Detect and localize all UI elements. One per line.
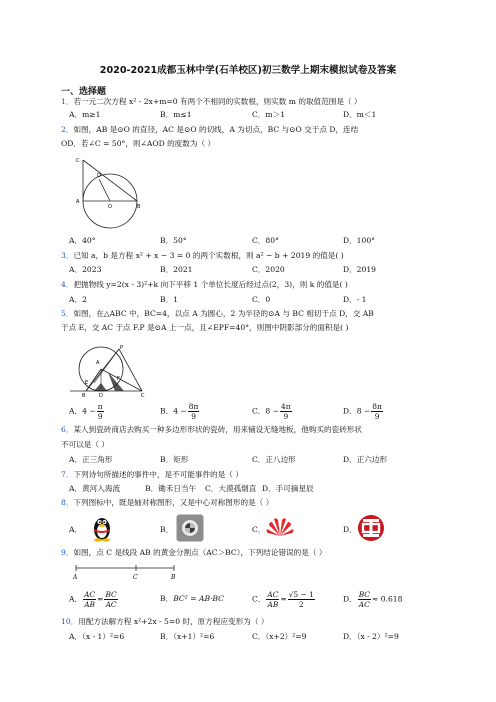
option-a: A．黄河入海流	[69, 484, 121, 493]
section-heading: 一、选择题	[61, 87, 107, 97]
option-d: D．	[343, 525, 357, 534]
option-b: B．锄禾日当午	[145, 484, 197, 493]
label-a: A	[73, 574, 78, 581]
option-a: A．正三角形	[69, 455, 113, 464]
numerator: AC	[84, 590, 96, 599]
fraction	[371, 402, 383, 421]
denominator: AB	[84, 600, 95, 609]
option-c	[252, 402, 293, 421]
option-b	[160, 594, 224, 604]
question-number: 7．	[61, 470, 74, 479]
option-a: A．40°	[69, 236, 96, 245]
label-c: C	[133, 574, 138, 581]
option-prefix: 8 −	[356, 406, 371, 416]
option-b: B．50°	[160, 236, 187, 245]
numerator: BC	[105, 590, 117, 599]
denominator: 9	[97, 412, 103, 421]
fraction	[97, 402, 104, 421]
option-prefix: 4 −	[173, 406, 187, 416]
label-b: B	[137, 204, 141, 210]
question-7	[61, 470, 243, 480]
question-text: 某人到瓷砖商店去购买一种多边形形状的瓷砖，用来铺设无缝地板，他购买的瓷砖形状	[73, 425, 362, 434]
fraction	[83, 590, 96, 609]
denominator: AB	[267, 600, 279, 609]
label-o: O	[108, 204, 112, 210]
question-text: 下列诗句所描述的事件中，是不可能事件的是（ ）	[73, 470, 243, 479]
page-title: 2020-2021成都玉林中学(石羊校区)初三数学上期末模拟试卷及答案	[99, 65, 397, 76]
penguin-icon	[90, 514, 114, 542]
option-label: A．	[69, 594, 83, 604]
label-a: A	[96, 360, 100, 366]
denominator: 2	[298, 600, 304, 609]
option-d: D．手可摘星辰	[262, 484, 314, 493]
question-10	[61, 617, 268, 627]
option-a: A．m≥1	[69, 110, 101, 119]
numerator: 8π	[372, 402, 382, 411]
option-b	[160, 402, 200, 421]
option-a: A．	[69, 525, 83, 534]
option-expression: BC² = AB·BC	[173, 594, 224, 603]
question-number: 2．	[61, 125, 74, 134]
option-label: B．	[160, 406, 174, 416]
label-p: P	[120, 345, 124, 351]
option-b: B．2021	[160, 265, 193, 274]
question-text: 如图，在△ABC 中，BC=4，以点 A 为圆心，2 为半径的⊙A 与 BC 相切于点 D，交 AB	[73, 309, 374, 318]
numerator: 8π	[188, 402, 199, 411]
numerator: √5 − 1	[288, 590, 314, 599]
option-a: A．（x - 1）²=6	[69, 632, 125, 641]
label-c: C	[76, 158, 80, 164]
question-2-line2: OD．若∠C = 50°，则∠AOD 的度数为（ ）	[61, 139, 216, 148]
fraction	[104, 590, 117, 609]
option-prefix: 4 −	[82, 406, 96, 416]
option-d	[343, 402, 384, 421]
option-label: D．	[343, 594, 357, 604]
question-text: 把抛物线 y=2(x - 3)²+k 向下平移 1 个单位长度后经过点(2，3)，则 k 的值是( )	[73, 280, 348, 289]
option-b: B．1	[160, 295, 179, 304]
label-c: C	[141, 393, 145, 399]
question-6	[61, 425, 362, 435]
option-a	[69, 590, 119, 609]
bank-logo-icon	[357, 514, 385, 542]
option-label: D．	[343, 406, 357, 416]
fraction	[188, 402, 200, 421]
fraction	[358, 590, 371, 609]
question-9	[61, 548, 326, 558]
question-3	[61, 251, 344, 261]
fraction	[280, 402, 292, 421]
question-1	[61, 97, 362, 107]
question-8	[61, 498, 273, 508]
question-text: 如图，AB 是⊙O 的直径，AC 是⊙O 的切线，A 为切点，BC 与⊙O 交于点 D，连结	[73, 125, 359, 134]
denominator: 9	[191, 412, 196, 421]
label-d: D	[99, 393, 103, 399]
question-number: 5．	[61, 309, 74, 318]
circle-tangent-figure	[68, 155, 140, 233]
numerator: π	[97, 402, 103, 411]
option-d: D．2019	[343, 265, 377, 274]
option-c: C．0	[252, 295, 271, 304]
denominator: 9	[283, 412, 289, 421]
option-d: D．m＜1	[343, 110, 377, 119]
question-number: 10．	[61, 617, 79, 626]
question-number: 3．	[61, 251, 74, 260]
question-number: 4．	[61, 280, 74, 289]
numerator: 4π	[281, 402, 291, 411]
question-4	[61, 280, 348, 290]
fraction	[266, 590, 279, 609]
question-number: 6．	[61, 425, 74, 434]
segment-figure	[72, 562, 182, 582]
question-6-line2: 不可以是（ ）	[61, 440, 109, 449]
option-b: B．矩形	[160, 455, 189, 464]
option-c: C．2020	[252, 265, 285, 274]
question-2	[61, 125, 358, 135]
question-text: 下列图标中，既是轴对称图形，又是中心对称图形的是（ ）	[73, 498, 274, 507]
label-f: F	[117, 376, 120, 382]
photo-app-icon	[176, 514, 204, 542]
denominator: AC	[105, 600, 117, 609]
numerator: BC	[358, 590, 370, 599]
option-a: A．2	[69, 295, 87, 304]
equals-sign: =	[280, 594, 287, 604]
huawei-logo-icon	[266, 516, 294, 540]
question-number: 9．	[61, 548, 74, 557]
option-label: C．	[252, 406, 266, 416]
label-d: D	[97, 173, 101, 179]
option-a	[69, 402, 105, 421]
option-b: B．m≤1	[160, 110, 192, 119]
option-label: C．	[252, 594, 266, 604]
label-b: B	[171, 574, 176, 581]
question-5	[61, 309, 374, 319]
question-text: 用配方法解方程 x²+2x - 5=0 时，原方程应变形为（ ）	[78, 617, 269, 626]
denominator: AC	[358, 600, 370, 609]
option-c: C．80°	[252, 236, 279, 245]
option-label: A．	[69, 406, 83, 416]
denominator: 9	[374, 412, 380, 421]
label-e: E	[85, 380, 89, 386]
option-c: C．正八边形	[252, 455, 296, 464]
fraction	[288, 590, 315, 609]
question-number: 1．	[61, 97, 74, 106]
option-d: D．100°	[343, 236, 375, 245]
question-number: 8．	[61, 498, 74, 507]
option-c: C．	[252, 525, 266, 534]
option-b: B．（x+1）²=6	[160, 632, 215, 641]
question-text: 若一元二次方程 x² - 2x+m=0 有两个不相同的实数根，则实数 m 的取值范围是（ ）	[73, 97, 362, 106]
equals-sign: =	[97, 594, 104, 604]
option-b: B．	[160, 525, 174, 534]
option-c: C．（x+2）²=9	[252, 632, 307, 641]
option-label: B．	[160, 594, 174, 603]
question-text: 如图，点 C 是线段 AB 的黄金分割点（AC＞BC），下列结论错误的是（ ）	[73, 548, 327, 557]
option-d: D．- 1	[343, 295, 367, 304]
option-c	[252, 590, 316, 609]
option-d	[343, 590, 402, 609]
option-c: C．m＞1	[252, 110, 286, 119]
option-d: D．正六边形	[343, 455, 388, 464]
question-5-line2: 于点 E，交 AC 于点 F.P 是⊙A 上一点，且∠EPF=40°，则图中阴影部分的面积是( )	[61, 323, 349, 332]
label-a: A	[76, 199, 80, 205]
triangle-circle-figure	[68, 336, 148, 398]
numerator: AC	[267, 590, 279, 599]
option-a: A．2023	[69, 265, 102, 274]
approx-value: ≈ 0.618	[371, 594, 403, 604]
option-prefix: 8 −	[265, 406, 280, 416]
option-d: D．（x - 2）²=9	[343, 632, 399, 641]
option-c: C．大漠孤烟直	[205, 484, 257, 493]
label-b: B	[82, 393, 86, 399]
question-text: 已知 a，b 是方程 x² + x − 3 = 0 的两个实数根，则 a² − b + 2019 的值是( )	[73, 251, 344, 260]
